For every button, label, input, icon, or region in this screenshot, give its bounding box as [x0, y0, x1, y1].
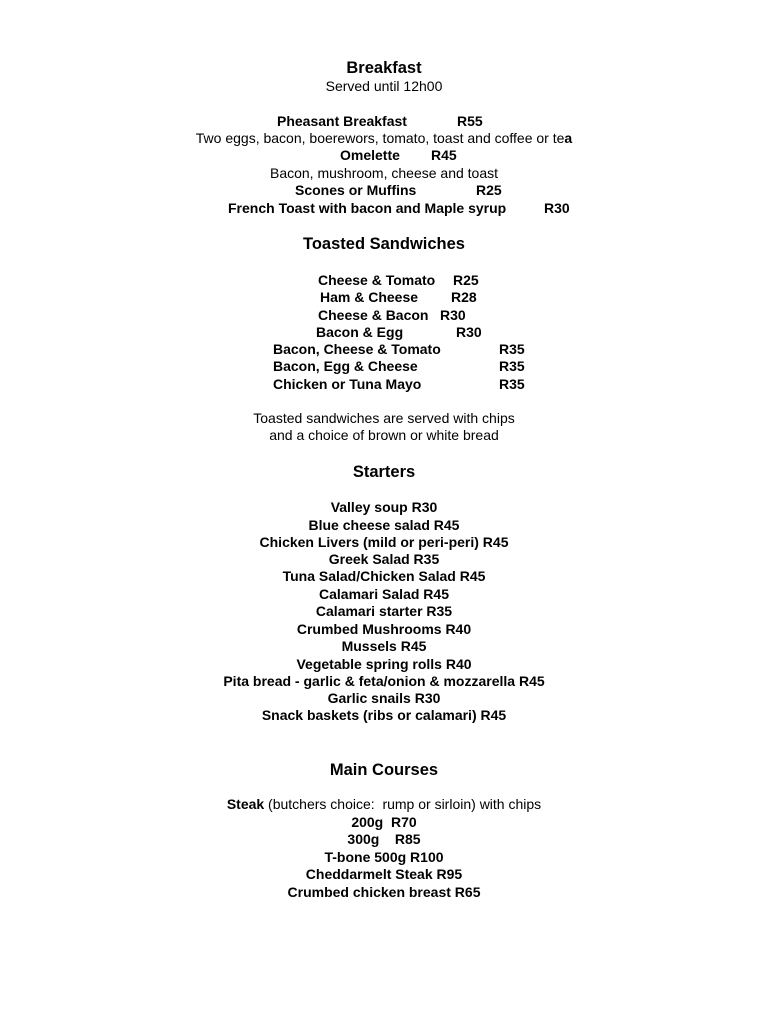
- main-item: T-bone 500g R100: [324, 849, 444, 865]
- steak-line: [0, 796, 768, 813]
- omelette-description: Bacon, mushroom, cheese and toast: [269, 165, 499, 181]
- steak-description: (butchers choice: rump or sirloin) with chips: [264, 796, 542, 812]
- toasted-item-price: R35: [499, 341, 525, 357]
- omelette-name: Omelette: [340, 147, 400, 163]
- toasted-note-chips: Toasted sandwiches are served with chips: [253, 410, 515, 426]
- starter-item: Valley soup R30: [330, 499, 438, 515]
- starter-item: Greek Salad R35: [328, 551, 440, 567]
- toasted-item-name: Bacon, Cheese & Tomato: [273, 341, 441, 357]
- main-courses-heading: Main Courses: [329, 761, 439, 779]
- starter-item: Calamari Salad R45: [319, 586, 449, 602]
- scones-muffins-price: R25: [476, 182, 502, 198]
- toasted-item-name: Cheese & Bacon: [318, 307, 429, 323]
- starter-item: Vegetable spring rolls R40: [296, 656, 472, 672]
- french-toast-name: French Toast with bacon and Maple syrup: [228, 200, 507, 216]
- starter-item: Tuna Salad/Chicken Salad R45: [282, 568, 486, 584]
- starter-item: Calamari starter R35: [315, 603, 453, 619]
- toasted-item-name: Chicken or Tuna Mayo: [273, 376, 422, 392]
- french-toast-price: R30: [544, 200, 570, 216]
- scones-muffins-name: Scones or Muffins: [295, 182, 417, 198]
- toasted-item-name: Bacon & Egg: [316, 324, 404, 340]
- toasted-item-price: R28: [451, 289, 477, 305]
- starters-heading: Starters: [352, 463, 416, 481]
- main-item: Crumbed chicken breast R65: [287, 884, 481, 900]
- starter-item: Blue cheese salad R45: [308, 517, 460, 533]
- main-item: 300g R85: [347, 831, 421, 847]
- breakfast-served-until: Served until 12h00: [325, 78, 443, 94]
- steak-label: Steak: [226, 796, 265, 812]
- toasted-item-price: R30: [440, 307, 466, 323]
- starter-item: Mussels R45: [341, 638, 427, 654]
- starter-item: Pita bread - garlic & feta/onion & mozzarella R45: [223, 673, 545, 689]
- toasted-item-price: R30: [456, 324, 482, 340]
- starter-item: Snack baskets (ribs or calamari) R45: [261, 707, 507, 723]
- toasted-note-bread: and a choice of brown or white bread: [269, 427, 499, 443]
- toasted-item-price: R35: [499, 376, 525, 392]
- pheasant-breakfast-name: Pheasant Breakfast: [277, 113, 407, 129]
- toasted-item-price: R25: [453, 272, 479, 288]
- toasted-item-name: Bacon, Egg & Cheese: [273, 358, 418, 374]
- starter-item: Crumbed Mushrooms R40: [296, 621, 472, 637]
- starter-item: Garlic snails R30: [327, 690, 441, 706]
- toasted-sandwiches-heading: Toasted Sandwiches: [303, 235, 465, 253]
- toasted-item-price: R35: [499, 358, 525, 374]
- pheasant-breakfast-price: R55: [457, 113, 483, 129]
- toasted-item-name: Cheese & Tomato: [318, 272, 436, 288]
- pheasant-breakfast-description: Two eggs, bacon, boerewors, tomato, toast and coffee or tea: [195, 130, 573, 146]
- starter-item: Chicken Livers (mild or peri-peri) R45: [259, 534, 509, 550]
- toasted-item-name: Ham & Cheese: [320, 289, 419, 305]
- breakfast-heading: Breakfast: [346, 59, 422, 77]
- omelette-price: R45: [431, 147, 457, 163]
- main-item: 200g R70: [351, 814, 417, 830]
- main-item: Cheddarmelt Steak R95: [305, 866, 463, 882]
